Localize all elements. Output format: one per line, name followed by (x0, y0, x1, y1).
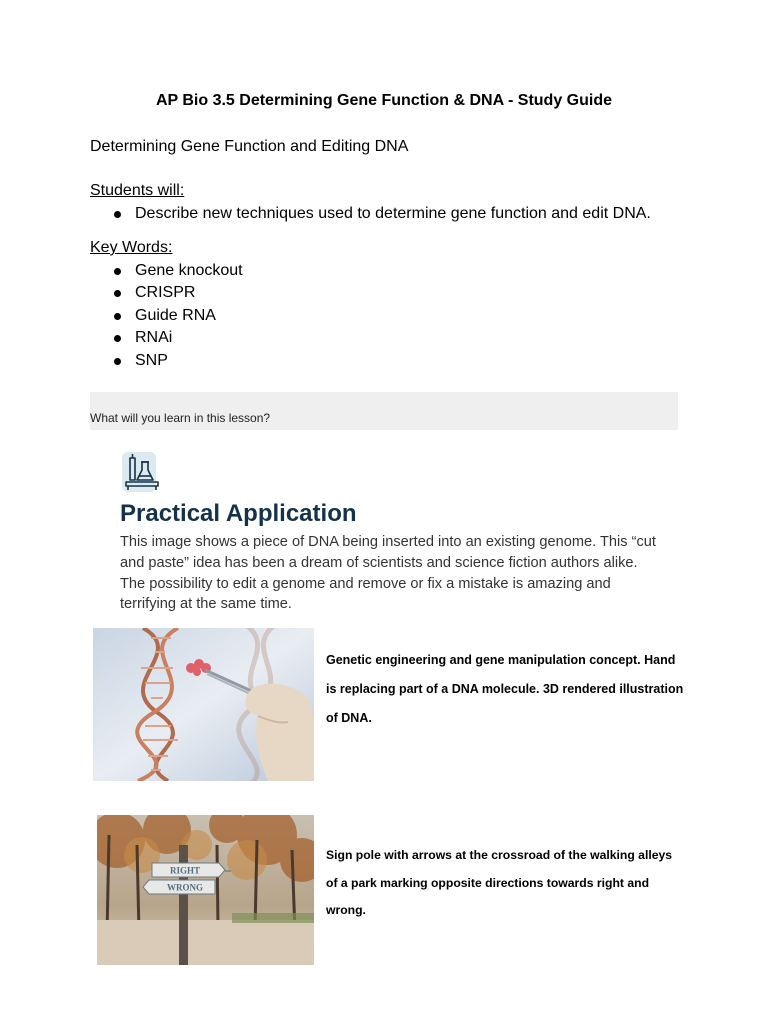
dna-illustration-image (93, 628, 314, 781)
key-words-label: Key Words: (90, 239, 173, 256)
sign-wrong-text: WRONG (167, 882, 203, 893)
lesson-intro-bar (90, 392, 678, 430)
sign-right-text: RIGHT (169, 865, 201, 876)
list-item: Gene knockout (90, 260, 243, 282)
students-will-label: Students will: (90, 182, 185, 199)
figure2-caption: Sign pole with arrows at the crossroad of the walking alleys of a park marking opposite directions towards right and wrong. (326, 848, 673, 917)
page-subtitle: Determining Gene Function and Editing DNA (90, 138, 409, 155)
list-item: CRISPR (90, 282, 243, 304)
practical-paragraph: This image shows a piece of DNA being inserted into an existing genome. This “cut and paste” idea has been a dream of scientists and science fiction authors alike. The possibility to edit a genome and remove or fix a mistake is amazing and terrifying at the same time. (120, 534, 656, 613)
sign-pole-image (97, 815, 314, 965)
list-item: Guide RNA (90, 305, 243, 327)
key-words-list (90, 260, 243, 372)
lab-equipment-icon (120, 450, 162, 494)
students-will-list (90, 203, 651, 225)
page-title: AP Bio 3.5 Determining Gene Function & DNA - Study Guide (155, 92, 613, 109)
list-item: RNAi (90, 327, 243, 349)
practical-heading: Practical Application (120, 500, 357, 527)
figure1-caption: Genetic engineering and gene manipulation concept. Hand is replacing part of a DNA molecule. 3D rendered illustration of DNA. (326, 653, 684, 725)
list-item: Describe new techniques used to determine gene function and edit DNA. (90, 203, 651, 225)
list-item: SNP (90, 350, 243, 372)
lesson-intro-text: What will you learn in this lesson? (90, 411, 271, 425)
